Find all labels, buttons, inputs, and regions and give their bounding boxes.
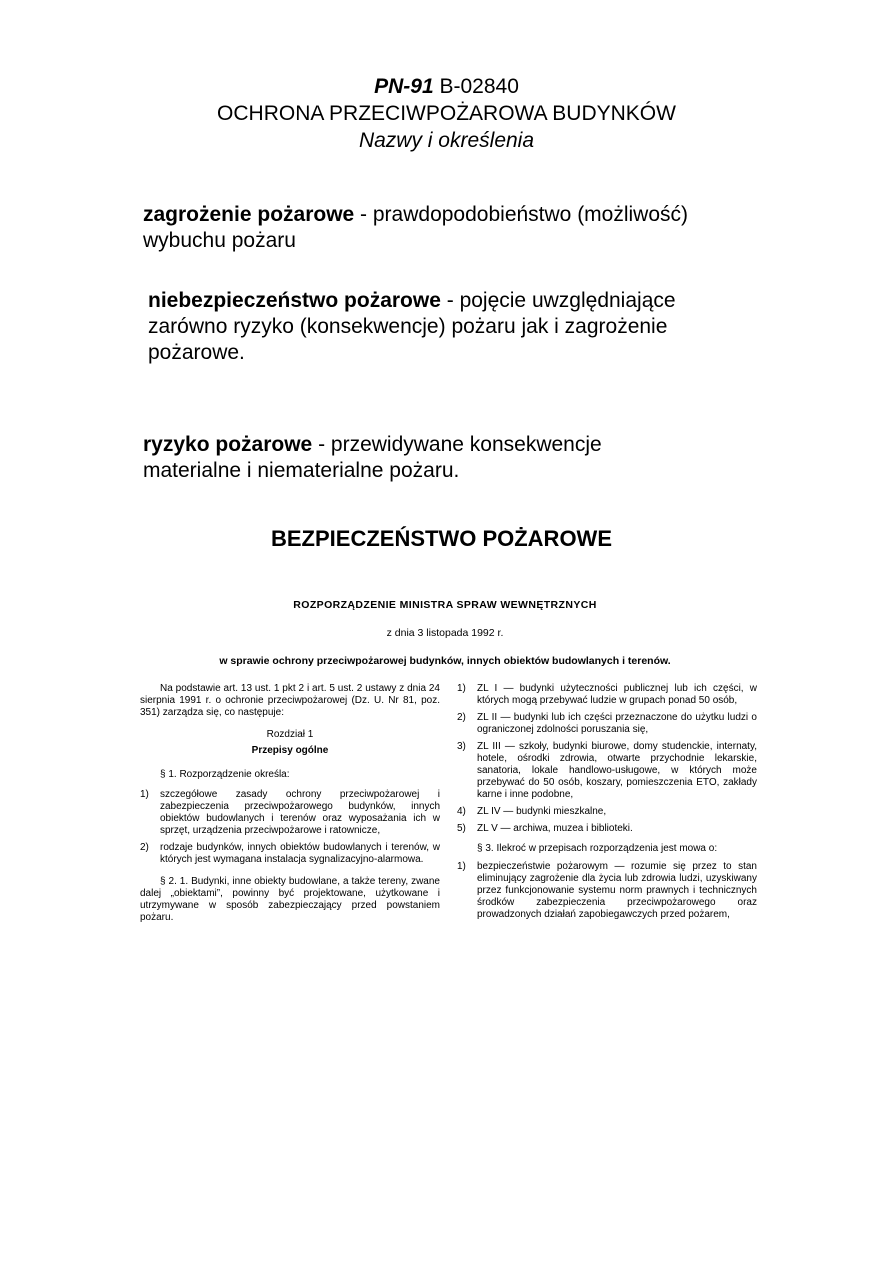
list-item-number: 1) xyxy=(457,683,466,694)
definition-description: - prawdopodobieństwo (możliwość) wybuchu pożaru xyxy=(143,203,689,252)
list-item-text: ZL I — budynki użyteczności publicznej lub ich części, w których mogą przebywać ludzie w grupach ponad 50 osób, xyxy=(477,683,757,706)
list-item-text: rodzaje budynków, innych obiektów budowlanych i terenów, w których jest wymagana instalacja sygnalizacyjno-alarmowa. xyxy=(160,842,440,865)
standard-code: PN-91 xyxy=(374,75,434,98)
list-item xyxy=(140,842,440,866)
list-item-number: 2) xyxy=(457,712,466,723)
list-item-number: 4) xyxy=(457,806,466,817)
list-item-number: 3) xyxy=(457,741,466,752)
chapter-title: Przepisy ogólne xyxy=(251,745,329,756)
definition-description: - przewidywane konsekwencje materialne i niematerialne pożaru. xyxy=(143,433,602,482)
list-item-number: 5) xyxy=(457,823,466,834)
list-item xyxy=(457,861,757,921)
definition-term: niebezpieczeństwo pożarowe xyxy=(148,289,441,312)
regulation-left-column xyxy=(140,683,440,924)
regulation-intro: Na podstawie art. 13 ust. 1 pkt 2 i art. 5 ust. 2 ustawy z dnia 24 sierpnia 1991 r. o ochronie przeciwpożarowej (Dz. U. Nr 81, poz. 351) zarządza się, co następuje: xyxy=(140,683,440,718)
paragraph-3-intro: § 3. Ilekroć w przepisach rozporządzenia jest mowa o: xyxy=(477,843,718,854)
definition-term: zagrożenie pożarowe xyxy=(143,203,355,226)
list-item-text: ZL II — budynki lub ich części przeznaczone do użytku ludzi o ograniczonej zdolności poruszania się, xyxy=(477,712,757,735)
list-item xyxy=(457,712,757,736)
definition-fire-danger xyxy=(148,288,748,366)
section-title: BEZPIECZEŃSTWO POŻAROWE xyxy=(271,526,612,551)
definition-fire-risk xyxy=(143,432,703,484)
definition-term: ryzyko pożarowe xyxy=(143,433,313,456)
definition-fire-hazard xyxy=(143,202,763,254)
list-item xyxy=(140,789,440,837)
standard-id xyxy=(0,74,893,99)
regulation-title: ROZPORZĄDZENIE MINISTRA SPRAW WEWNĘTRZNYCH xyxy=(293,599,597,611)
chapter-label: Rozdział 1 xyxy=(266,729,314,740)
list-item-text: ZL V — archiwa, muzea i biblioteki. xyxy=(477,823,633,834)
definition-description: - pojęcie uwzględniające zarówno ryzyko (konsekwencje) pożaru jak i zagrożenie pożarowe. xyxy=(148,289,676,364)
list-item-text: bezpieczeństwie pożarowym — rozumie się przez to stan eliminujący zagrożenie dla życia lub zdrowia ludzi, uzyskiwany przez funkcjonowanie systemu norm prawnych i technicznych środków zabezpieczenia przeciwpożarowego oraz prowadzonych działań zapobiegawczych przed pożarem, xyxy=(477,861,757,920)
standard-number: B-02840 xyxy=(439,75,519,98)
list-item-text: ZL IV — budynki mieszkalne, xyxy=(477,806,607,817)
regulation-subject: w sprawie ochrony przeciwpożarowej budynków, innych obiektów budowlanych i terenów. xyxy=(219,655,671,667)
list-item-number: 1) xyxy=(140,789,149,800)
list-item-text: szczegółowe zasady ochrony przeciwpożarowej i zabezpieczenia przeciwpożarowego budynków, innych obiektów budowlanych i terenów oraz wyposażania ich w sprzęt, urządzenia przeciwpożarowe i ratownicze, xyxy=(160,789,440,836)
document-title: OCHRONA PRZECIWPOŻAROWA BUDYNKÓW xyxy=(217,102,676,125)
list-item xyxy=(457,806,757,818)
list-item-text: ZL III — szkoły, budynki biurowe, domy studenckie, internaty, hotele, ośrodki zdrowia, otwarte przychodnie lekarskie, sanatoria, lokale handlowo-usługowe, w których może przebywać do 50 osób, koszary, pomieszczenia ETO, zakłady karne i inne podobne, xyxy=(477,741,757,800)
list-item-number: 1) xyxy=(457,861,466,872)
regulation-date: z dnia 3 listopada 1992 r. xyxy=(386,627,504,639)
document-subtitle: Nazwy i określenia xyxy=(358,129,535,152)
paragraph-2: § 2. 1. Budynki, inne obiekty budowlane, a także tereny, zwane dalej „obiektami”, powinny być projektowane, użytkowane i utrzymywane w sposób zabezpieczający przed powstaniem pożaru. xyxy=(140,876,440,923)
list-item xyxy=(457,823,757,835)
paragraph-1-intro: § 1. Rozporządzenie określa: xyxy=(160,769,290,780)
list-item xyxy=(457,741,757,801)
list-item xyxy=(457,683,757,707)
list-item-number: 2) xyxy=(140,842,149,853)
regulation-right-column xyxy=(457,683,757,926)
